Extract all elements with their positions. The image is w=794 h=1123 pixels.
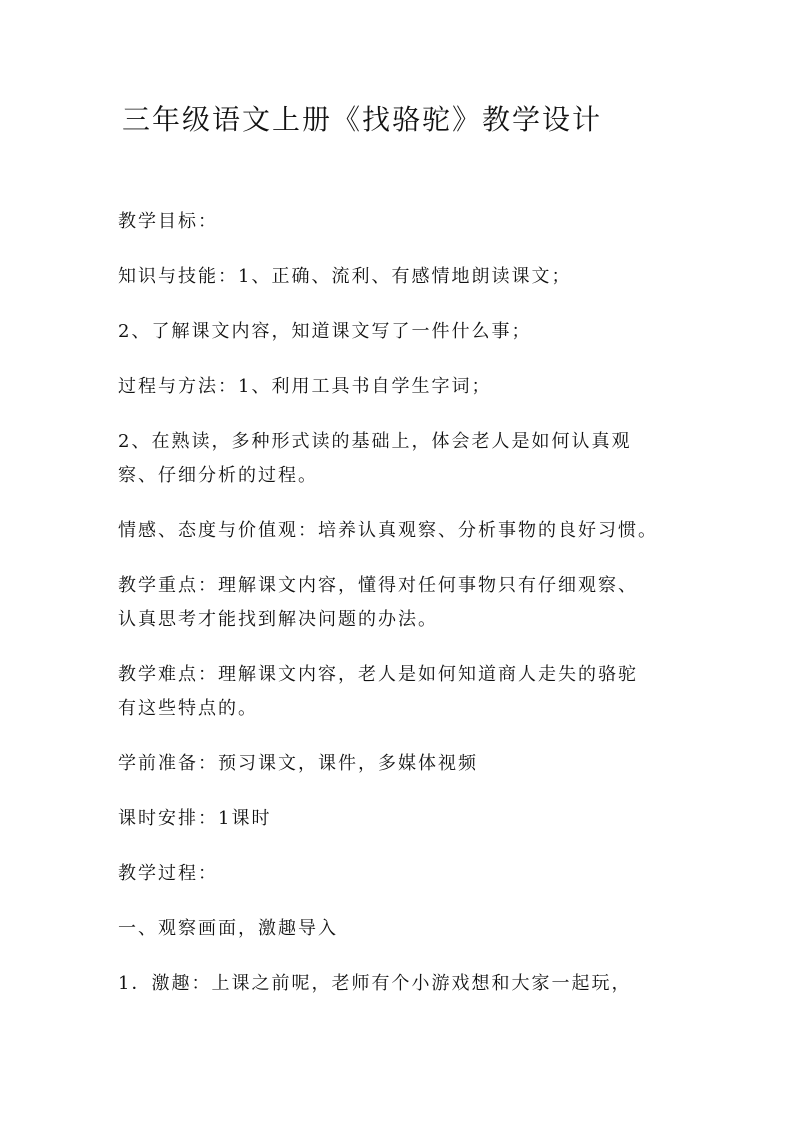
paragraph-line: 有这些特点的。 bbox=[118, 698, 258, 719]
paragraph-line: 情感、态度与价值观：培养认真观察、分析事物的良好习惯。 bbox=[118, 520, 658, 541]
paragraph-line: 教学重点：理解课文内容，懂得对任何事物只有仔细观察、 bbox=[118, 575, 638, 596]
paragraph-line: 察、仔细分析的过程。 bbox=[118, 465, 318, 486]
paragraph-line: 2、了解课文内容，知道课文写了一件什么事； bbox=[118, 321, 532, 342]
paragraph-line: 过程与方法：1、利用工具书自学生字词； bbox=[118, 376, 492, 397]
paragraph bbox=[118, 967, 698, 1001]
paragraph-line: 教学目标： bbox=[118, 211, 218, 232]
paragraph bbox=[118, 370, 698, 404]
paragraph bbox=[118, 514, 698, 548]
paragraph bbox=[118, 569, 698, 637]
paragraph-line: 2、在熟读，多种形式读的基础上，体会老人是如何认真观 bbox=[118, 431, 632, 452]
paragraph bbox=[118, 857, 698, 891]
paragraph bbox=[118, 205, 698, 239]
document-body bbox=[118, 205, 698, 1022]
paragraph-line: 学前准备：预习课文，课件，多媒体视频 bbox=[118, 753, 478, 774]
paragraph bbox=[118, 260, 698, 294]
document-title: 三年级语文上册《找骆驼》教学设计 bbox=[122, 103, 603, 136]
paragraph bbox=[118, 315, 698, 349]
paragraph bbox=[118, 912, 698, 946]
paragraph-line: 教学难点：理解课文内容，老人是如何知道商人走失的骆驼 bbox=[118, 664, 638, 685]
paragraph-line: 认真思考才能找到解决问题的办法。 bbox=[118, 609, 438, 630]
paragraph bbox=[118, 747, 698, 781]
paragraph bbox=[118, 802, 698, 836]
paragraph-line: 课时安排：1课时 bbox=[118, 808, 272, 829]
paragraph-line: 1．激趣：上课之前呢，老师有个小游戏想和大家一起玩， bbox=[118, 973, 632, 994]
paragraph-line: 知识与技能：1、正确、流利、有感情地朗读课文； bbox=[118, 266, 572, 287]
paragraph bbox=[118, 658, 698, 726]
paragraph-line: 教学过程： bbox=[118, 863, 218, 884]
paragraph bbox=[118, 425, 698, 493]
paragraph-line: 一、观察画面，激趣导入 bbox=[118, 918, 338, 939]
